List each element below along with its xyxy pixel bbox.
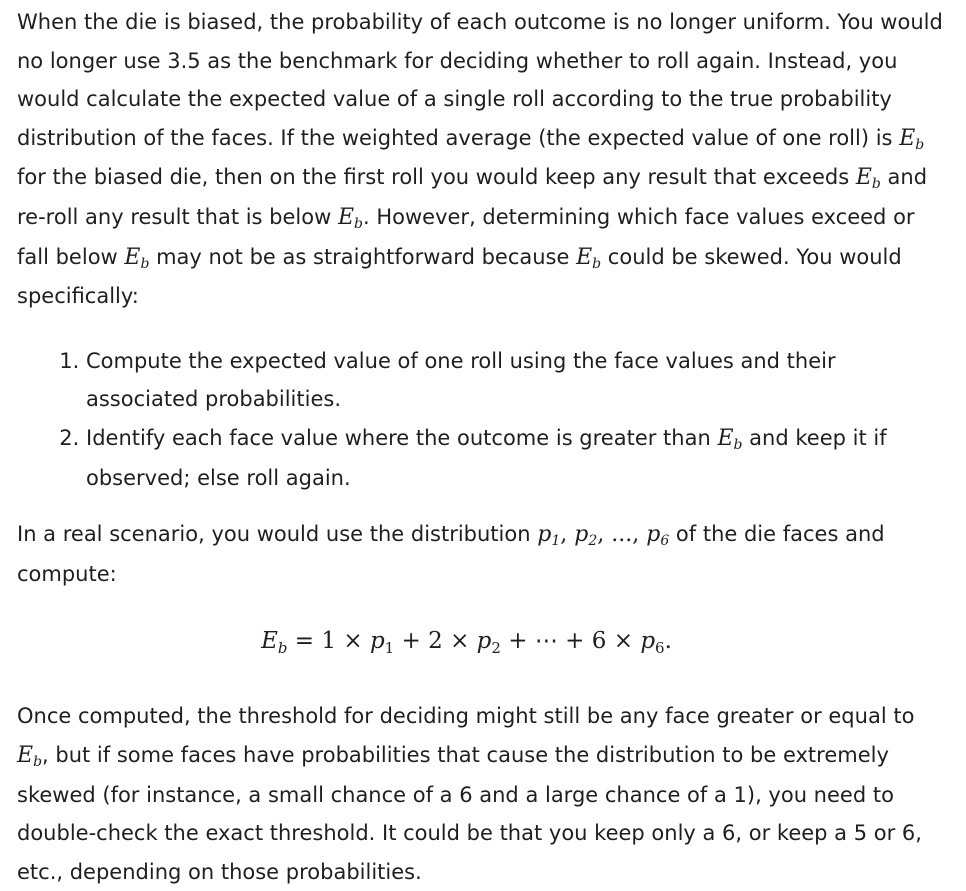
- text-span: may not be as straightforward because: [149, 244, 577, 269]
- threshold-paragraph: Once computed, the threshold for deciding might still be any face greater or equal to $E_b$, but if some faces have probabilities that cause the distribution to be extremely skewed (for instance, a small chance of a 6 and a large chance of a 1), you need to double-check the exact threshold. It could be that you keep only a 6, or keep a 5 or 6, etc., depending on those probabilities.: [17, 704, 922, 884]
- math-e-b: $E_b$: [124, 244, 150, 272]
- expected-value-equation: $E_b = 1 \times p_1 + 2 \times p_2$ + ⋯ + $6 \times p_6$.: [261, 628, 672, 658]
- math-e-b: $E_b$: [337, 204, 363, 232]
- text-span: for the biased die, then on the first roll you would keep any result that exceeds: [17, 165, 856, 190]
- text-span: When the die is biased, the probability of each outcome is no longer uniform. You would no longer use 3.5 as the benchmark for deciding whether to roll again. Instead, you would calculate the expected value of a single roll according to the true probability distribution of the faces. If the weighted average (the expected value of one roll) is: [17, 10, 943, 150]
- text-span: and re-roll any result that is below: [17, 165, 928, 229]
- math-distribution: $p_1$, $p_2$, ..., $p_6$: [537, 522, 670, 550]
- math-e-b: $E_b$: [717, 425, 743, 453]
- intro-paragraph: [17, 3, 946, 316]
- math-e-b: $E_b$: [576, 244, 602, 272]
- math-e-b: $E_b$: [855, 165, 881, 193]
- text-span: . However, determining which face values exceed or fall below: [17, 204, 915, 269]
- steps-list: [17, 342, 946, 497]
- text-span: could be skewed. You would specifically:: [17, 244, 902, 309]
- list-item: 2. Identify each face value where the outcome is greater than $E_b$ and keep it if observed; else roll again.: [86, 419, 946, 497]
- math-e-b: $E_b$: [17, 742, 43, 770]
- math-e-b: $E_b$: [899, 125, 925, 153]
- scenario-paragraph: In a real scenario, you would use the distribution $p_1$, $p_2$, ..., $p_6$ of the die faces and compute:: [17, 522, 885, 586]
- list-item: 1. Compute the expected value of one roll using the face values and their associated probabilities.: [86, 342, 946, 419]
